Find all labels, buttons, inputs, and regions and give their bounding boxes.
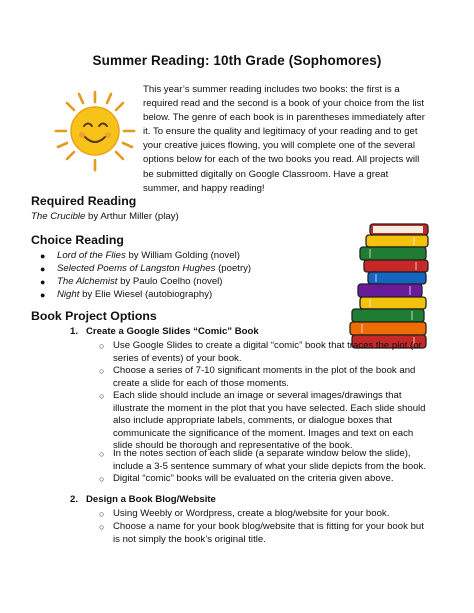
sub-bullet-icon: ○ [99,474,105,484]
choice-item [57,289,212,301]
option-1-bullet: Choose a series of 7-10 significant moments in the plot of the book and create a slide for each of those moments. [113,365,416,389]
option-1-bullet: In the notes section of each slide (a separate window below the slide), include a 3-5 sentence summary of what your slide depicts from the book. [113,448,427,472]
page-title: Summer Reading: 10th Grade (Sophomores) [92,53,382,68]
bullet-icon: ● [40,264,46,274]
choice-item [57,263,251,275]
intro-paragraph: This year’s summer reading includes two books: the first is a required read and the second is a book of your choice from the list below. The genre of each book is in parentheses immediately after it. To ensure the quality and legitimacy of your reading and to get your creative juices flowing, you will complete one of the several options below for each of the two books you read. All projects will be submitted digitally on Google Classroom. Have a great summer, and happy reading! [143,84,425,194]
sub-bullet-icon: ○ [99,449,105,459]
sub-bullet-icon: ○ [99,366,105,376]
option-number: 2. [70,494,79,505]
choice-item-details: by Elie Wiesel (autobiography) [79,289,213,300]
sub-bullet-icon: ○ [99,391,105,401]
bullet-icon: ● [40,251,46,261]
option-2-bullet: Using Weebly or Wordpress, create a blog/website for your book. [113,508,390,519]
choice-item-title: The Alchemist [57,276,118,287]
choice-item [57,250,240,262]
choice-item-details: (poetry) [215,263,252,274]
option-1-bullet: Use Google Slides to create a digital “comic” book that traces the plot (or series of events) of your book. [113,340,422,364]
option-2-bullet: Choose a name for your book blog/website that is fitting for your book but is not simply the book’s original title. [113,521,424,545]
option-number: 1. [70,326,79,337]
option-1-title: Create a Google Slides “Comic” Book [86,326,259,337]
bullet-icon: ● [40,277,46,287]
choice-item-details: by Paulo Coelho (novel) [117,276,223,287]
option-2-title: Design a Book Blog/Website [86,494,216,505]
required-reading-heading: Required Reading [31,194,137,208]
choice-item-title: Night [57,289,80,300]
bullet-icon: ● [40,290,46,300]
required-book-title: The Crucible [31,211,86,222]
choice-item-details: by William Golding (novel) [125,250,240,261]
choice-reading-heading: Choice Reading [31,233,124,247]
smiling-sun-icon [52,88,138,174]
required-book-details: by Arthur Miller (play) [85,211,179,222]
book-project-options-heading: Book Project Options [31,309,157,323]
required-book [31,211,179,223]
choice-item [57,276,223,288]
sub-bullet-icon: ○ [99,509,105,519]
choice-item-title: Lord of the Flies [57,250,126,261]
sub-bullet-icon: ○ [99,341,105,351]
sub-bullet-icon: ○ [99,522,105,532]
choice-item-title: Selected Poems of Langston Hughes [57,263,216,274]
option-1-bullet: Each slide should include an image or several images/drawings that illustrate the moment in the plot that you have selected. Each slide should also include appropriate labels, comments, or dialogue boxes that communicate the significance of the moment. Images and text on each slide should be thorough and representative of the book. [113,390,426,451]
stack-of-books-icon [330,220,434,350]
option-1-bullet: Digital “comic” books will be evaluated on the criteria given above. [113,473,394,484]
